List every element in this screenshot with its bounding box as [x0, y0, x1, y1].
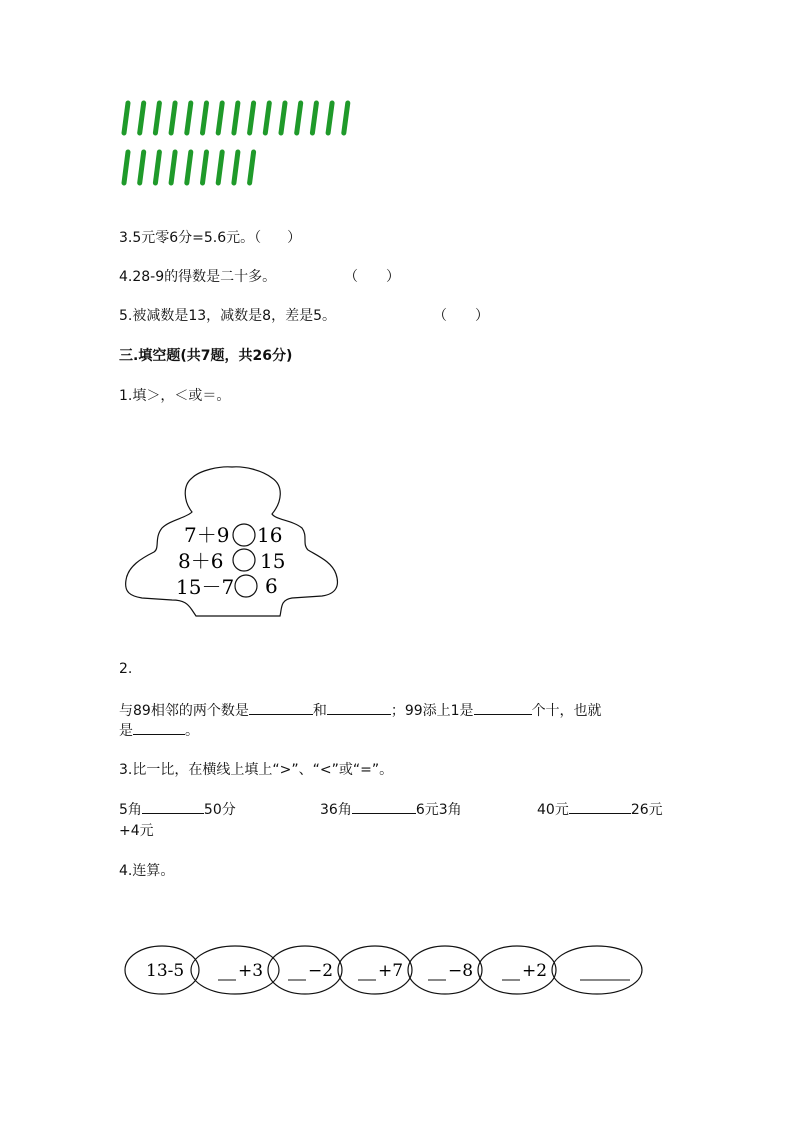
judge-q5: [119, 305, 336, 325]
counting-stick: [155, 103, 159, 133]
chain-op-5: +2: [522, 961, 548, 981]
counting-stick: [187, 152, 191, 183]
q3-item-1-left: 5角: [119, 802, 142, 818]
judge-q4-paren[interactable]: （ ）: [344, 269, 400, 285]
chain-op-3: +7: [378, 961, 404, 981]
q2-line1: [119, 700, 602, 720]
q1-prompt: 1.填＞，＜或＝。: [119, 388, 231, 404]
q3-item-3-blank[interactable]: [569, 799, 631, 814]
q2-text-c: ；99添上1是: [390, 703, 474, 719]
q2-text-f: 。: [185, 723, 199, 739]
counting-stick: [171, 152, 175, 183]
q3-item-3: [537, 799, 663, 819]
q2-line2: [119, 720, 199, 740]
chain-oval-7: [552, 946, 642, 994]
counting-stick: [234, 152, 238, 183]
counting-stick: [124, 103, 128, 133]
q3-item-1: [119, 799, 236, 819]
q1-row2-right: 15: [260, 549, 286, 573]
section-3-title: 三.填空题(共7题，共26分): [119, 348, 293, 364]
counting-stick: [250, 103, 254, 133]
q3-wrap: +4元: [119, 823, 154, 839]
sticks-row-2: [124, 152, 254, 183]
counting-stick: [155, 152, 159, 183]
judge-q3-paren-close[interactable]: ）: [287, 230, 302, 246]
chain-start: 13-5: [146, 961, 185, 981]
judge-q3-text: 3.5元零6分=5.6元。（: [119, 230, 262, 246]
judge-q5-text: 5.被减数是13，减数是8，差是5。: [119, 308, 336, 324]
chain-ovals: [120, 940, 650, 1000]
chain-op-2: −2: [308, 961, 334, 981]
counting-stick: [124, 152, 128, 183]
counting-stick: [171, 103, 175, 133]
q3-item-2: [320, 799, 462, 819]
q2-text-e: 是: [119, 723, 133, 739]
judge-q5-paren[interactable]: （ ）: [433, 308, 489, 324]
q2-blank-3[interactable]: [474, 700, 532, 715]
chain-oval-2: [191, 946, 279, 994]
q2-text-d: 个十，也就: [531, 703, 602, 719]
counting-stick: [281, 103, 285, 133]
judge-q4: [119, 266, 276, 286]
chain-op-4: −8: [448, 961, 474, 981]
q3-prompt: 3.比一比，在横线上填上“>”、“<”或“=”。: [119, 762, 394, 778]
q2-blank-4[interactable]: [133, 720, 185, 735]
q1-row3-left: 15－7: [176, 575, 235, 599]
counting-stick: [250, 152, 254, 183]
q3-item-1-blank[interactable]: [142, 799, 204, 814]
counting-stick: [265, 103, 269, 133]
q3-item-3-left: 40元: [537, 802, 569, 818]
q3-item-1-right: 50分: [203, 802, 236, 818]
q2-number: 2.: [119, 661, 133, 677]
counting-stick: [218, 152, 222, 183]
q2-text-b: 和: [312, 703, 327, 719]
counting-stick: [140, 103, 144, 133]
q1-row2-left: 8＋6: [178, 549, 224, 573]
counting-sticks: [110, 95, 370, 190]
judge-q3: [119, 227, 301, 247]
tree-figure: [122, 462, 344, 620]
q1-row1-circle[interactable]: [233, 524, 255, 546]
q1-row2-circle[interactable]: [233, 549, 255, 571]
counting-stick: [344, 103, 348, 133]
counting-stick: [328, 103, 332, 133]
counting-stick: [187, 103, 191, 133]
q3-item-2-left: 36角: [320, 802, 352, 818]
q1-row3-circle[interactable]: [235, 575, 257, 597]
counting-stick: [234, 103, 238, 133]
q3-item-2-blank[interactable]: [352, 799, 416, 814]
sticks-row-1: [124, 103, 348, 133]
q4-prompt: 4.连算。: [119, 863, 175, 879]
counting-stick: [140, 152, 144, 183]
q1-row3-right: 6: [265, 574, 278, 598]
q2-blank-1[interactable]: [249, 700, 313, 715]
q2-blank-2[interactable]: [327, 700, 391, 715]
counting-stick: [203, 103, 207, 133]
chain-op-1: +3: [238, 961, 264, 981]
q3-item-2-right: 6元3角: [415, 802, 462, 818]
judge-q4-text: 4.28-9的得数是二十多。: [119, 269, 277, 285]
counting-stick: [297, 103, 301, 133]
q1-row1-right: 16: [257, 523, 283, 547]
q2-text-a: 与89相邻的两个数是: [119, 703, 249, 719]
q3-item-3-right: 26元: [630, 802, 663, 818]
counting-stick: [203, 152, 207, 183]
q1-row1-left: 7＋9: [184, 523, 230, 547]
counting-stick: [218, 103, 222, 133]
counting-stick: [312, 103, 316, 133]
